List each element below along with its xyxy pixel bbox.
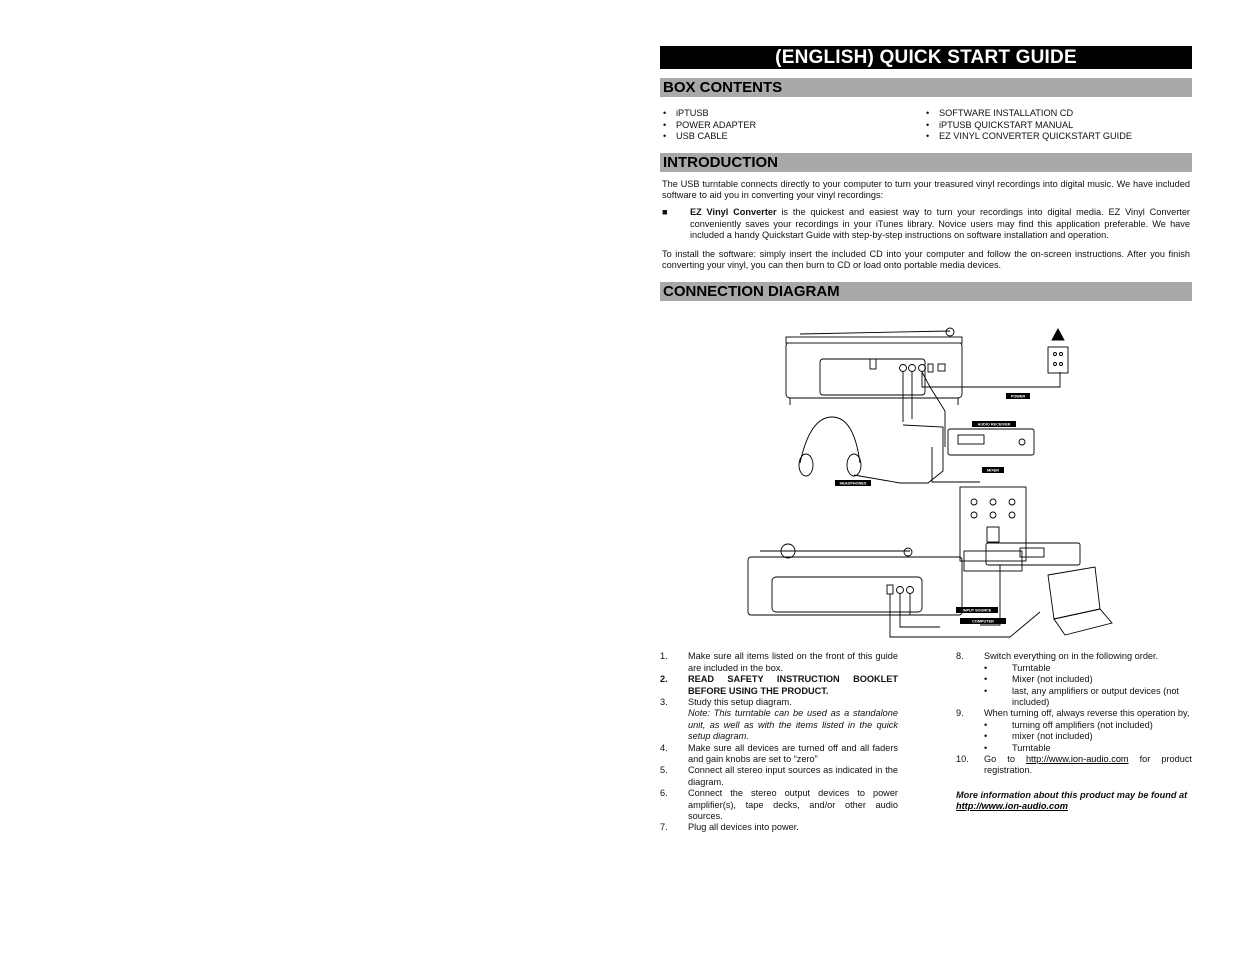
software-description: is the quickest and easiest way to turn your recordings into digital media. EZ Vinyl Converter conveniently saves your recordings in your iTunes library. Novice users may find this application preferable. We have included a handy Quickstart Guide with step-by-step instructions on software installation and operation. (690, 207, 1190, 241)
install-paragraph: To install the software: simply insert the included CD into your computer and follow the on-screen instructions. After you finish converting your vinyl, you can then burn to CD or load onto portable media devices. (662, 248, 1190, 270)
turntable-bottom-illustration (748, 557, 962, 615)
square-bullet-icon: ■ (662, 207, 668, 218)
power-label: POWER (1010, 394, 1026, 399)
box-contents-left (663, 108, 926, 143)
step-4: 4. Make sure all devices are turned off and all faders and gain knobs are set to “zero” (660, 742, 898, 764)
list-item: • turning off amplifiers (not included) (956, 720, 1192, 731)
step-1: 1. Make sure all items listed on the front of this guide are included in the box. (660, 651, 898, 673)
step-10: 10. Go to http://www.ion-audio.com for product registration. (956, 754, 1192, 776)
list-item: • mixer (not included) (956, 731, 1192, 742)
box-contents-heading: BOX CONTENTS (660, 78, 1192, 97)
setup-steps (660, 651, 1192, 834)
audio-receiver-label: AUDIO RECEIVER (977, 422, 1011, 427)
more-info: More information about this product may be found at http://www.ion-audio.com (956, 789, 1188, 812)
list-item: • Turntable (956, 663, 1192, 674)
computer-label: COMPUTER (972, 619, 994, 624)
quick-start-page (660, 46, 1192, 834)
input-source-label: INPUT SOURCE (962, 608, 992, 613)
audio-receiver-illustration (948, 429, 1034, 455)
headphones-label: HEADPHONES (839, 481, 867, 486)
page-title: (ENGLISH) QUICK START GUIDE (660, 46, 1192, 69)
mixer-label: MIXER (986, 468, 1000, 473)
turntable-top-illustration (786, 342, 962, 398)
list-item: • SOFTWARE INSTALLATION CD (926, 108, 1189, 120)
step-5: 5. Connect all stereo input sources as indicated in the diagram. (660, 765, 898, 787)
list-item: • last, any amplifiers or output devices (not included) (956, 686, 1192, 709)
software-bullet (662, 207, 1190, 241)
power-outlet-illustration (1048, 347, 1068, 373)
mixer-illustration (960, 487, 1026, 561)
list-item: • Turntable (956, 743, 1192, 754)
list-item: • iPTUSB QUICKSTART MANUAL (926, 120, 1189, 132)
connection-diagram-heading: CONNECTION DIAGRAM (660, 282, 1192, 301)
list-item: • iPTUSB (663, 108, 926, 120)
box-contents-list (660, 108, 1192, 143)
registration-link[interactable]: http://www.ion-audio.com (1025, 754, 1129, 764)
step-6: 6. Connect the stereo output devices to power amplifier(s), tape decks, and/or other audio sources. (660, 788, 898, 822)
intro-paragraph: The USB turntable connects directly to your computer to turn your treasured vinyl recordings into digital music. We have included software to aid you in converting your vinyl recordings: (662, 178, 1190, 200)
list-item: • Mixer (not included) (956, 674, 1192, 685)
software-name: EZ Vinyl Converter (690, 207, 777, 218)
list-item: • POWER ADAPTER (663, 120, 926, 132)
list-item: • EZ VINYL CONVERTER QUICKSTART GUIDE (926, 131, 1189, 143)
power-on-order (956, 663, 1192, 709)
box-contents-right (926, 108, 1189, 143)
power-off-order (956, 720, 1192, 754)
introduction-heading: INTRODUCTION (660, 153, 1192, 172)
steps-left-column (660, 651, 898, 834)
step-2: 2. READ SAFETY INSTRUCTION BOOKLET BEFORE USING THE PRODUCT. (660, 674, 898, 696)
step-8: 8. Switch everything on in the following order. (956, 651, 1159, 662)
more-info-link[interactable]: http://www.ion-audio.com (956, 801, 1068, 812)
standalone-note: Note: This turntable can be used as a standalone unit, as well as with the items listed in the quick setup diagram. (688, 708, 898, 742)
step-7: 7. Plug all devices into power. (660, 822, 799, 833)
connection-diagram-illustration (660, 307, 1192, 647)
headphones-illustration (799, 454, 813, 476)
list-item: • USB CABLE (663, 131, 926, 143)
steps-right-column (956, 651, 1192, 834)
step-3: 3. Study this setup diagram. Note: This turntable can be used as a standalone unit, as well as with the items listed in the quick setup diagram. (660, 696, 898, 742)
connection-diagram (660, 307, 1192, 647)
step-9: 9. When turning off, always reverse this operation by, (956, 708, 1190, 719)
laptop-illustration (1048, 567, 1100, 619)
